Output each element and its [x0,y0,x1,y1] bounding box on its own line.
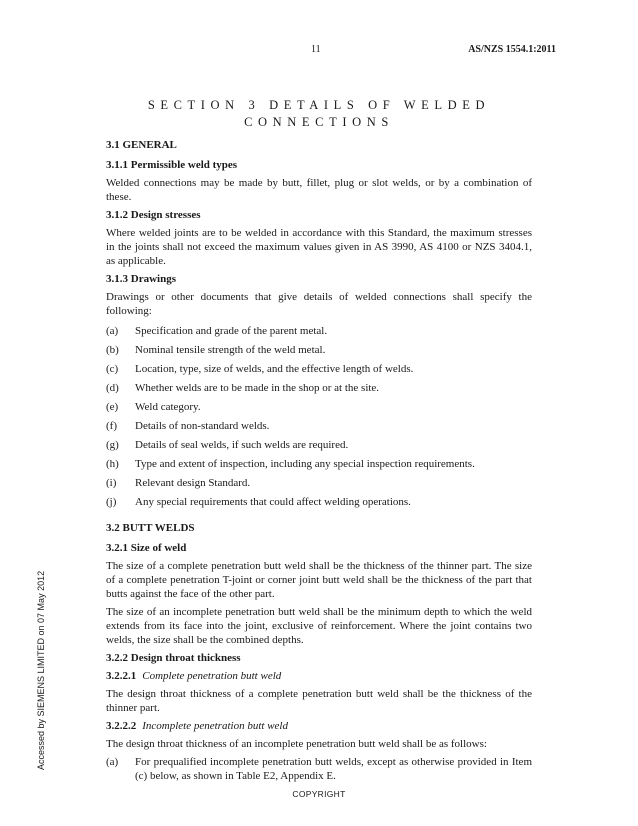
heading-3-2-2-2 [106,719,532,733]
list-item [106,755,532,783]
list-item [106,400,532,414]
list-item-label: (c) [106,363,119,375]
paragraph-3-1-3: Drawings or other documents that give details of welded connections shall specify the following: [106,291,532,317]
heading-3-1-2: 3.1.2 Design stresses [106,209,201,221]
list-item [106,362,532,376]
list-item-text: Specification and grade of the parent metal. [135,325,328,337]
section-title-line2: CONNECTIONS [244,115,394,129]
clause-number: 3.2.2.1 [106,670,137,682]
list-item-label: (i) [106,477,117,489]
list-item-text: Type and extent of inspection, including any special inspection requirements. [135,458,475,470]
paragraph-3-1-2: Where welded joints are to be welded in accordance with this Standard, the maximum stresses in the joints shall not exceed the maximum values given in AS 3990, AS 4100 or NZS 3404.1, as applicable. [106,227,532,267]
clause-title: Incomplete penetration butt weld [142,720,288,732]
list-item [106,343,532,357]
page-number: 11 [311,44,321,55]
list-item-text: For prequalified incomplete penetration butt welds, except as otherwise provided in Item (c) below, as shown in Table E2, Appendix E. [135,756,532,782]
heading-3-1-1: 3.1.1 Permissible weld types [106,159,238,171]
list-item [106,438,532,452]
paragraph-3-2-1-a: The size of a complete penetration butt weld shall be the thickness of the thinner part. The size of a complete penetration T-joint or corner joint butt weld shall be the thickness of the part that butts against the face of the other part. [106,560,532,600]
heading-3-2-2-1 [106,669,532,683]
list-item-label: (e) [106,401,119,413]
list-item [106,419,532,433]
document-body [106,138,532,789]
list-item-text: Relevant design Standard. [135,477,251,489]
clause-number: 3.2.2.2 [106,720,137,732]
list-item-label: (a) [106,325,119,337]
list-item-text: Whether welds are to be made in the shop or at the site. [135,382,380,394]
drawings-list [106,324,532,509]
list-item-label: (f) [106,420,117,432]
clause-title: Complete penetration butt weld [142,670,282,682]
list-item-label: (b) [106,344,119,356]
heading-3-2-1: 3.2.1 Size of weld [106,542,187,554]
list-item-label: (g) [106,439,119,451]
list-item-label: (h) [106,458,119,470]
list-item-label: (d) [106,382,119,394]
list-item-text: Details of non-standard welds. [135,420,270,432]
paragraph-3-1-1: Welded connections may be made by butt, fillet, plug or slot welds, or by a combination of these. [106,177,532,203]
copyright-footer: COPYRIGHT [292,789,346,799]
heading-3-2: 3.2 BUTT WELDS [106,522,195,534]
list-item-text: Location, type, size of welds, and the effective length of welds. [135,363,414,375]
paragraph-3-2-2-1: The design throat thickness of a complete penetration butt weld shall be the thickness of the thinner part. [106,688,532,714]
list-item-text: Nominal tensile strength of the weld metal. [135,344,326,356]
list-item [106,476,532,490]
list-item [106,381,532,395]
paragraph-3-2-2-2: The design throat thickness of an incomplete penetration butt weld shall be as follows: [106,738,487,750]
list-item-text: Weld category. [135,401,201,413]
list-item [106,457,532,471]
list-item [106,324,532,338]
list-item-text: Details of seal welds, if such welds are required. [135,439,349,451]
list-item-label: (a) [106,756,119,768]
heading-3-1-3: 3.1.3 Drawings [106,273,176,285]
list-item-label: (j) [106,496,117,508]
access-watermark: Accessed by SIEMENS LIMITED on 07 May 2012 [36,570,46,770]
standard-id: AS/NZS 1554.1:2011 [468,44,556,55]
throat-thickness-list [106,755,532,783]
list-item [106,495,532,509]
section-title [106,97,532,131]
heading-3-2-2: 3.2.2 Design throat thickness [106,652,241,664]
heading-3-1: 3.1 GENERAL [106,139,177,151]
list-item-text: Any special requirements that could affect welding operations. [135,496,411,508]
paragraph-3-2-1-b: The size of an incomplete penetration butt weld shall be the minimum depth to which the weld extends from its face into the joint, exclusive of reinforcement. Where the joint contains two welds, the size shall be the combined depths. [106,606,532,646]
section-title-line1: SECTION 3 DETAILS OF WELDED [147,98,491,112]
